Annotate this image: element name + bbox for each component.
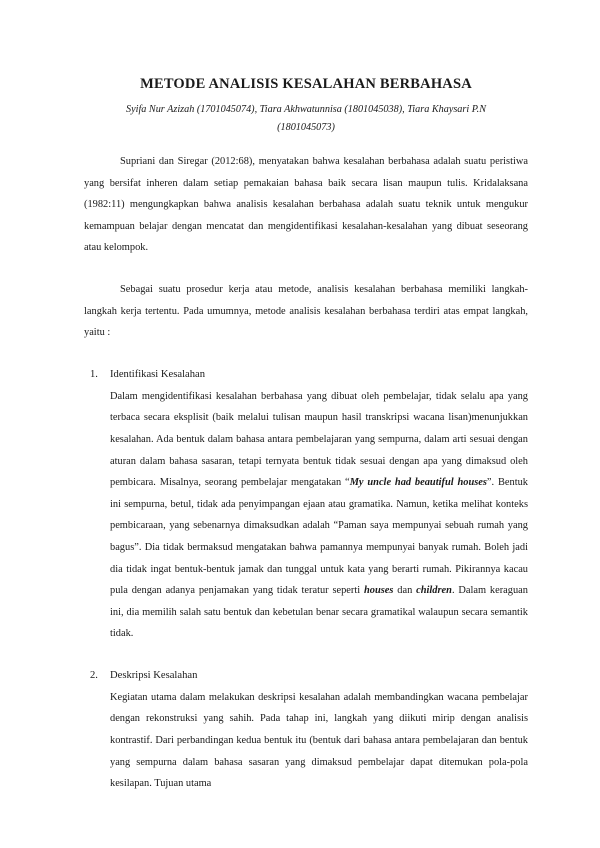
example-word-houses: houses bbox=[364, 585, 394, 597]
section-body bbox=[110, 386, 528, 645]
section-heading bbox=[90, 665, 528, 687]
section-identifikasi bbox=[84, 364, 528, 645]
author-line-1: Syifa Nur Azizah (1701045074), Tiara Akhwatunnisa (1801045038), Tiara Khaysari P.N bbox=[126, 104, 486, 115]
paragraph-gap bbox=[84, 259, 528, 279]
steps-paragraph: Sebagai suatu prosedur kerja atau metode, analisis kesalahan berbahasa memiliki langkah-langkah kerja tertentu. Pada umumnya, metode analisis kesalahan berbahasa terdiri atas empat langkah, yaitu : bbox=[84, 283, 528, 339]
section-number: 1. bbox=[90, 368, 98, 380]
section-title: Deskripsi Kesalahan bbox=[110, 669, 198, 681]
section-deskripsi bbox=[84, 665, 528, 795]
section-number: 2. bbox=[90, 669, 98, 681]
body-text: Dalam mengidentifikasi kesalahan berbahasa yang dibuat oleh pembelajar, tidak selalu apa yang terbaca secara eksplisit (baik melalui tulisan maupun hasil transkripsi wacana lisan)menunjukkan kesalahan. Ada bentuk dalam bahasa antara pembelajaran yang sempurna, dalam arti sesuai dengan aturan dalam bahasa sasaran, tetapi ternyata bentuk tidak sesuai dengan apa yang dimaksud oleh pembicara. Misalnya, seorang pembelajar mengatakan “ bbox=[110, 390, 528, 489]
intro-paragraph: Supriani dan Siregar (2012:68), menyatakan bahwa kesalahan berbahasa adalah suatu peristiwa yang bersifat inheren dalam setiap pemakaian bahasa baik secara lisan maupun tulis. Kridalaksana (1982:11) mengungkapkan bahwa analisis kesalahan berbahasa adalah suatu teknik untuk mengukur kemampuan belajar dengan mencatat dan mengidentifikasi kesalahan-kesalahan yang dibuat seseorang atau kelompok. bbox=[84, 156, 528, 254]
section-heading bbox=[90, 364, 528, 386]
author-list bbox=[84, 101, 528, 137]
body-text: ”. Bentuk ini sempurna, betul, tidak ada penyimpangan ejaan atau gramatika. Namun, ketika melihat konteks pembicaraan, yang sebenarnya dimaksudkan adalah “Paman saya mempunyai sebuah rumah yang bagus”. Dia tidak bermaksud mengatakan bahwa pamannya mempunyai banyak rumah. Boleh jadi dia tidak ingat bentuk-bentuk jamak dan tunggal untuk kata yang berarti rumah. Pikirannya kacau pula dengan adanya penjamakan yang tidak teratur seperti bbox=[110, 477, 528, 597]
body-text: dan bbox=[393, 585, 417, 597]
document-title: METODE ANALISIS KESALAHAN BERBAHASA bbox=[140, 76, 472, 92]
author-line-2: (1801045073) bbox=[277, 122, 335, 133]
section-body: Kegiatan utama dalam melakukan deskripsi kesalahan adalah membandingkan wacana pembelajar dengan rekonstruksi yang sahih. Pada tahap ini, langkah yang diikuti mirip dengan analisis kontrastif. Dari perbandingan kedua bentuk itu (bentuk dari bahasa antara pembelajaran dan bentuk yang sempurna dalam bahasa sasaran yang dimaksud pembelajar dapat ditemukan pola-pola kesilapan. Tujuan utama bbox=[110, 691, 528, 790]
body-text: . Dalam keraguan ini, dia memilih salah satu bentuk dan kebetulan benar secara gramatikal walaupun secara semantik tidak. bbox=[110, 585, 528, 640]
section-title: Identifikasi Kesalahan bbox=[110, 368, 206, 380]
paragraph-gap bbox=[84, 645, 528, 665]
example-sentence: My uncle had beautiful houses bbox=[349, 477, 487, 489]
paragraph-gap bbox=[84, 344, 528, 364]
example-word-children: children bbox=[416, 585, 452, 597]
